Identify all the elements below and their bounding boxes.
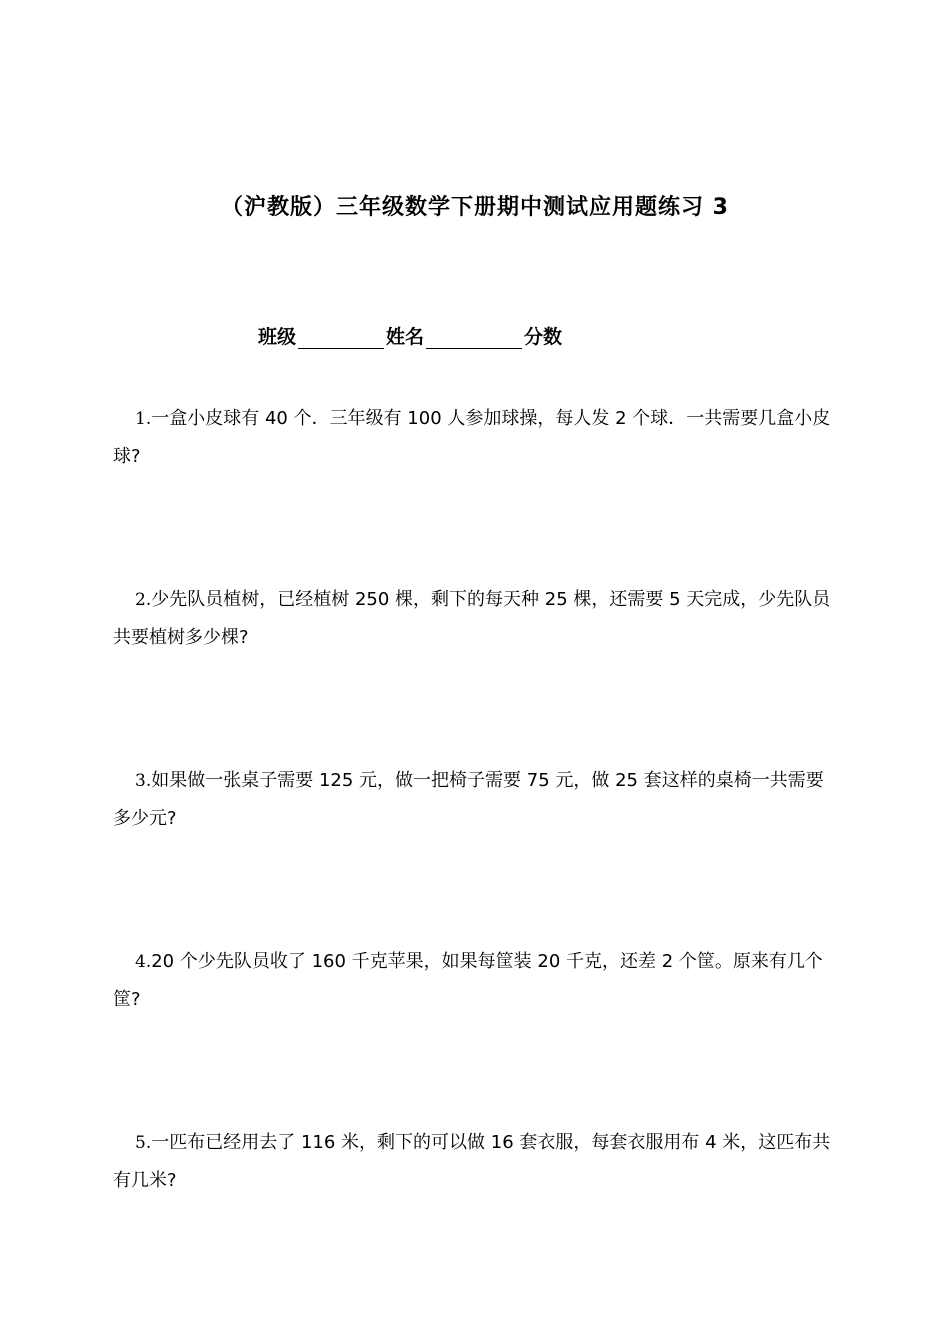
question-3	[113, 762, 837, 837]
question-text: 一匹布已经用去了 116 米，剩下的可以做 16 套衣服，每套衣服用布 4 米，这匹布共有几米?	[113, 1132, 831, 1191]
class-label: 班级	[258, 326, 297, 348]
name-blank	[426, 328, 522, 349]
question-text: 少先队员植树，已经植树 250 棵，剩下的每天种 25 棵，还需要 5 天完成，少先队员共要植树多少棵?	[113, 589, 831, 648]
question-number: 5.	[135, 1133, 152, 1153]
student-info-line	[258, 322, 562, 349]
class-blank	[298, 328, 384, 349]
question-2	[113, 581, 837, 656]
name-label: 姓名	[386, 326, 425, 348]
question-5	[113, 1124, 837, 1199]
question-number: 4.	[135, 952, 152, 972]
page-title: （沪教版）三年级数学下册期中测试应用题练习 3	[221, 195, 729, 220]
question-text: 一盒小皮球有 40 个．三年级有 100 人参加球操，每人发 2 个球．一共需要几盒小皮球?	[113, 408, 831, 467]
score-label: 分数	[524, 326, 563, 348]
question-4	[113, 943, 837, 1018]
question-number: 3.	[135, 771, 152, 791]
question-number: 1.	[135, 409, 152, 429]
question-text: 如果做一张桌子需要 125 元，做一把椅子需要 75 元，做 25 套这样的桌椅一共需要多少元?	[113, 770, 824, 829]
question-text: 20 个少先队员收了 160 千克苹果，如果每筐装 20 千克，还差 2 个筐。原来有几个筐?	[113, 951, 823, 1010]
question-1	[113, 400, 837, 475]
question-number: 2.	[135, 590, 152, 610]
